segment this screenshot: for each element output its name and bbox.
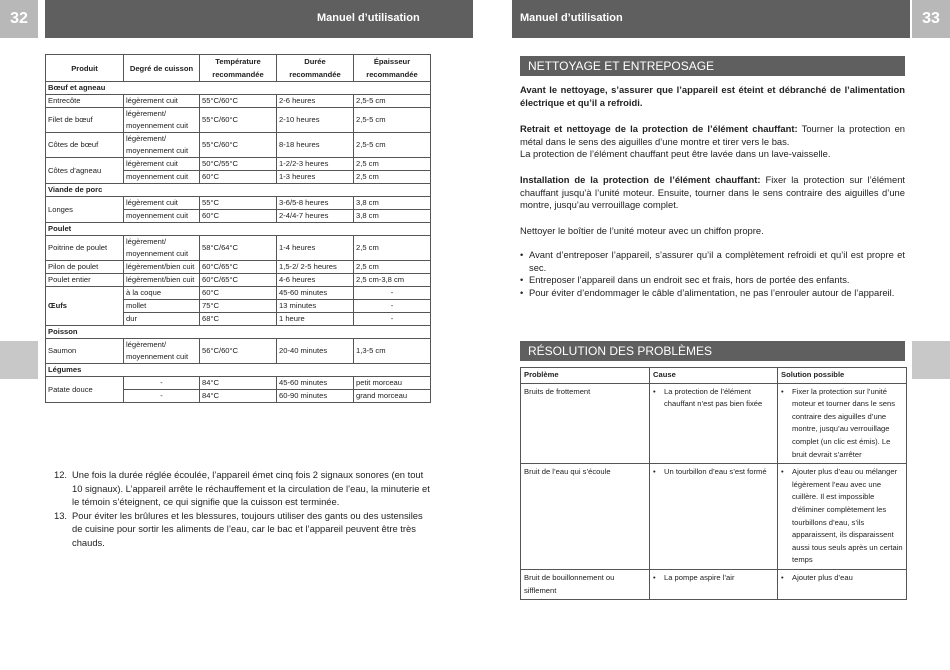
section-heading-cleaning: NETTOYAGE ET ENTREPOSAGE <box>520 56 905 76</box>
table-cell: légèrement/bien cuit <box>124 261 200 274</box>
section-row <box>46 364 431 377</box>
table-header-row <box>521 368 907 384</box>
table-cell: 2,5 cm <box>354 158 431 171</box>
section-label: Bœuf et agneau <box>46 82 431 95</box>
section-heading-troubleshooting: RÉSOLUTION DES PROBLÈMES <box>520 341 905 361</box>
list-text: Pour éviter d’endommager le câble d’alimentation, ne pas l’enrouler autour de l’appareil. <box>529 286 895 298</box>
table-row <box>521 464 907 570</box>
list-item <box>653 572 774 585</box>
table-cell: - <box>354 287 431 300</box>
table-cell: 1,5-2/ 2-5 heures <box>277 261 354 274</box>
list-text: Pour éviter les brûlures et les blessures, toujours utiliser des gants ou des ustensiles de cuisine pour sortir les aliments de l’eau, car le bac et l’appareil peuvent être très chauds. <box>72 509 423 548</box>
section-row <box>46 82 431 95</box>
table-cell: 55°C/60°C <box>200 95 277 108</box>
table-header: Problème <box>521 368 650 384</box>
table-cell: grand morceau <box>354 390 431 403</box>
bullet-icon: • <box>653 386 656 396</box>
table-header: Degré de cuisson <box>124 55 200 82</box>
table-cell: 20-40 minutes <box>277 339 354 364</box>
table-cell: 3,8 cm <box>354 197 431 210</box>
table-cell: 56°C/60°C <box>200 339 277 364</box>
table-cell: 2,5 cm <box>354 171 431 184</box>
table-cell: petit morceau <box>354 377 431 390</box>
solution-text: Ajouter plus d’eau <box>792 572 853 582</box>
section-label: Poisson <box>46 326 431 339</box>
wipe-text: Nettoyer le boîtier de l’unité moteur avec un chiffon propre. <box>520 225 764 236</box>
list-item <box>653 386 774 411</box>
table-row <box>46 261 431 274</box>
table-cell: Côtes de bœuf <box>46 133 124 158</box>
list-number: 13. <box>54 509 68 521</box>
table-cell <box>650 383 778 464</box>
solution-text: Ajouter plus d’eau ou mélanger légèrement l’eau avec une cuillère. Il est impossible d’éliminer complètement les tourbillons d’eau, s’ils apparaissent, ils disparaissent aussi tous seuls après un certain temps <box>792 467 903 565</box>
table-cell: 84°C <box>200 390 277 403</box>
table-header: Solution possible <box>778 368 907 384</box>
bullet-icon: • <box>781 467 784 477</box>
table-cell <box>778 464 907 570</box>
side-tab-left <box>0 341 38 379</box>
table-cell: Longes <box>46 197 124 223</box>
list-item <box>781 386 903 462</box>
section-row <box>46 326 431 339</box>
table-cell: 84°C <box>200 377 277 390</box>
table-cell: mollet <box>124 300 200 313</box>
table-cell: légèrement/bien cuit <box>124 274 200 287</box>
table-cell: 1-4 heures <box>277 236 354 261</box>
section-row <box>46 223 431 236</box>
table-cell <box>778 383 907 464</box>
list-item <box>54 509 430 550</box>
bullet-icon: • <box>653 572 656 582</box>
table-cell: 2-10 heures <box>277 108 354 133</box>
bullet-icon: • <box>781 386 784 396</box>
list-item <box>653 466 774 479</box>
page-number-right: 33 <box>912 0 950 38</box>
table-cell: 2,5 cm-3,8 cm <box>354 274 431 287</box>
table-row <box>46 274 431 287</box>
table-cell: moyennement cuit <box>124 171 200 184</box>
solution-text: Fixer la protection sur l’unité moteur et tourner dans le sens contraire des aiguilles d’une montre, jusqu’au verrouillage complet (un clic est émis). Le bruit devrait s’arrêter <box>792 386 895 459</box>
table-cell: 55°C <box>200 197 277 210</box>
table-cell: 2,5-5 cm <box>354 133 431 158</box>
troubleshooting-table <box>520 367 907 600</box>
page-title-left: Manuel d’utilisation <box>317 12 420 24</box>
table-header: Température recommandée <box>200 55 277 82</box>
table-row <box>46 339 431 364</box>
table-cell: 2-6 heures <box>277 95 354 108</box>
cooking-table <box>45 54 431 403</box>
list-text: Avant d’entreposer l’appareil, s’assurer qu’il a complètement refroidi et qu’il est propre et sec. <box>529 249 905 273</box>
table-cell: 2,5 cm <box>354 261 431 274</box>
table-cell: 58°C/64°C <box>200 236 277 261</box>
table-cell: 13 minutes <box>277 300 354 313</box>
table-cell: 2,5-5 cm <box>354 108 431 133</box>
table-cell: 3-6/5-8 heures <box>277 197 354 210</box>
table-cell <box>650 464 778 570</box>
bullet-icon: • <box>781 572 784 582</box>
table-cell: Côtes d’agneau <box>46 158 124 184</box>
table-cell: Saumon <box>46 339 124 364</box>
table-cell: 55°C/60°C <box>200 108 277 133</box>
removal-text: Tourner la protection en métal dans le sens des aiguilles d’une montre et tirer vers le bas. <box>520 123 905 147</box>
table-cell: Œufs <box>46 287 124 326</box>
cause-text: Un tourbillon d’eau s’est formé <box>664 467 767 477</box>
table-cell: 2-4/4-7 heures <box>277 210 354 223</box>
table-cell: moyennement cuit <box>124 210 200 223</box>
table-cell: 60°C/65°C <box>200 274 277 287</box>
page-number-left: 32 <box>0 0 38 38</box>
table-cell: Poitrine de poulet <box>46 236 124 261</box>
table-header: Produit <box>46 55 124 82</box>
list-text: Entreposer l’appareil dans un endroit sec et frais, hors de portée des enfants. <box>529 274 850 286</box>
table-cell: Bruits de frottement <box>521 383 650 464</box>
table-cell: 3,8 cm <box>354 210 431 223</box>
cleaning-warning: Avant le nettoyage, s’assurer que l’appareil est éteint et débranché de l’alimentation électrique et qu’il a refroidi. <box>520 84 905 108</box>
install-text: Fixer la protection sur l’élément chauffant jusqu’à l’unité moteur. Ensuite, tourner dans le sens contraire des aiguilles d’une montre, jusqu’au verrouillage complet. <box>520 174 906 211</box>
list-item <box>520 274 905 287</box>
dishwasher-text: La protection de l’élément chauffant peut être lavée dans un lave-vaisselle. <box>520 148 831 160</box>
table-cell: 1 heure <box>277 313 354 326</box>
table-cell: légèrement/ moyennement cuit <box>124 108 200 133</box>
list-item <box>520 249 905 274</box>
table-row <box>46 133 431 158</box>
list-item <box>54 468 430 509</box>
table-cell: légèrement/ moyennement cuit <box>124 236 200 261</box>
table-row <box>46 377 431 390</box>
table-row <box>46 108 431 133</box>
table-cell <box>778 569 907 599</box>
table-cell: Poulet entier <box>46 274 124 287</box>
table-cell: 4-6 heures <box>277 274 354 287</box>
table-cell: 60°C <box>200 210 277 223</box>
table-cell: - <box>124 377 200 390</box>
table-cell: 55°C/60°C <box>200 133 277 158</box>
table-cell: 45-60 minutes <box>277 377 354 390</box>
list-number: 12. <box>54 469 68 480</box>
table-cell: 60°C <box>200 171 277 184</box>
table-cell: 1-3 heures <box>277 171 354 184</box>
table-header: Durée recommandée <box>277 55 354 82</box>
table-cell: Filet de bœuf <box>46 108 124 133</box>
table-cell: légèrement/ moyennement cuit <box>124 339 200 364</box>
section-label: Poulet <box>46 223 431 236</box>
list-item <box>781 572 903 585</box>
table-cell: 68°C <box>200 313 277 326</box>
install-label: Installation de la protection de l’élément chauffant: <box>520 174 761 185</box>
table-row <box>46 287 431 300</box>
table-cell: Entrecôte <box>46 95 124 108</box>
list-item <box>520 287 905 300</box>
list-item <box>781 466 903 567</box>
table-cell: 60°C <box>200 287 277 300</box>
table-cell: 75°C <box>200 300 277 313</box>
list-text: Une fois la durée réglée écoulée, l’appareil émet cinq fois 2 signaux sonores (en tout 10 signaux). L’appareil arrête le réchauffement et la circulation de l’eau, la minuterie et le témoin s’éteignent, ce qui signifie que la cuisson est terminée. <box>72 469 430 508</box>
cause-text: La pompe aspire l’air <box>664 572 735 582</box>
table-header: Épaisseur recommandée <box>354 55 431 82</box>
table-cell: Patate douce <box>46 377 124 403</box>
section-row <box>46 184 431 197</box>
table-row <box>521 569 907 599</box>
table-cell: 2,5 cm <box>354 236 431 261</box>
table-cell <box>650 569 778 599</box>
table-row <box>46 197 431 210</box>
table-cell: légèrement cuit <box>124 158 200 171</box>
table-cell: Pilon de poulet <box>46 261 124 274</box>
removal-label: Retrait et nettoyage de la protection de l’élément chauffant: <box>520 123 798 134</box>
table-cell: 1-2/2-3 heures <box>277 158 354 171</box>
bullet-icon: • <box>653 467 656 477</box>
table-cell: 8-18 heures <box>277 133 354 158</box>
table-cell: 60-90 minutes <box>277 390 354 403</box>
table-cell: légèrement cuit <box>124 197 200 210</box>
bullet-icon: • <box>520 249 524 260</box>
bullet-icon: • <box>520 286 524 298</box>
side-tab-right <box>912 341 950 379</box>
table-cell: 1,3-5 cm <box>354 339 431 364</box>
section-label: Viande de porc <box>46 184 431 197</box>
cause-text: La protection de l’élément chauffant n’est pas bien fixée <box>664 386 763 409</box>
table-row <box>46 158 431 171</box>
instruction-list <box>54 468 430 550</box>
bullet-icon: • <box>520 274 524 286</box>
removal-paragraph <box>520 123 905 161</box>
table-cell: Bruit de bouillonnement ou sifflement <box>521 569 650 599</box>
table-cell: légèrement cuit <box>124 95 200 108</box>
page-title-right: Manuel d’utilisation <box>520 12 623 24</box>
table-cell: 2,5-5 cm <box>354 95 431 108</box>
table-cell: Bruit de l’eau qui s’écoule <box>521 464 650 570</box>
table-row <box>46 95 431 108</box>
table-cell: - <box>124 390 200 403</box>
table-header-row <box>46 55 431 82</box>
table-cell: 50°C/55°C <box>200 158 277 171</box>
table-cell: dur <box>124 313 200 326</box>
table-cell: - <box>354 313 431 326</box>
table-cell: légèrement/ moyennement cuit <box>124 133 200 158</box>
table-cell: à la coque <box>124 287 200 300</box>
install-paragraph <box>520 174 905 212</box>
storage-bullet-list <box>520 249 905 299</box>
section-label: Légumes <box>46 364 431 377</box>
table-cell: - <box>354 300 431 313</box>
table-row <box>521 383 907 464</box>
table-cell: 60°C/65°C <box>200 261 277 274</box>
table-row <box>46 236 431 261</box>
table-header: Cause <box>650 368 778 384</box>
table-cell: 45-60 minutes <box>277 287 354 300</box>
